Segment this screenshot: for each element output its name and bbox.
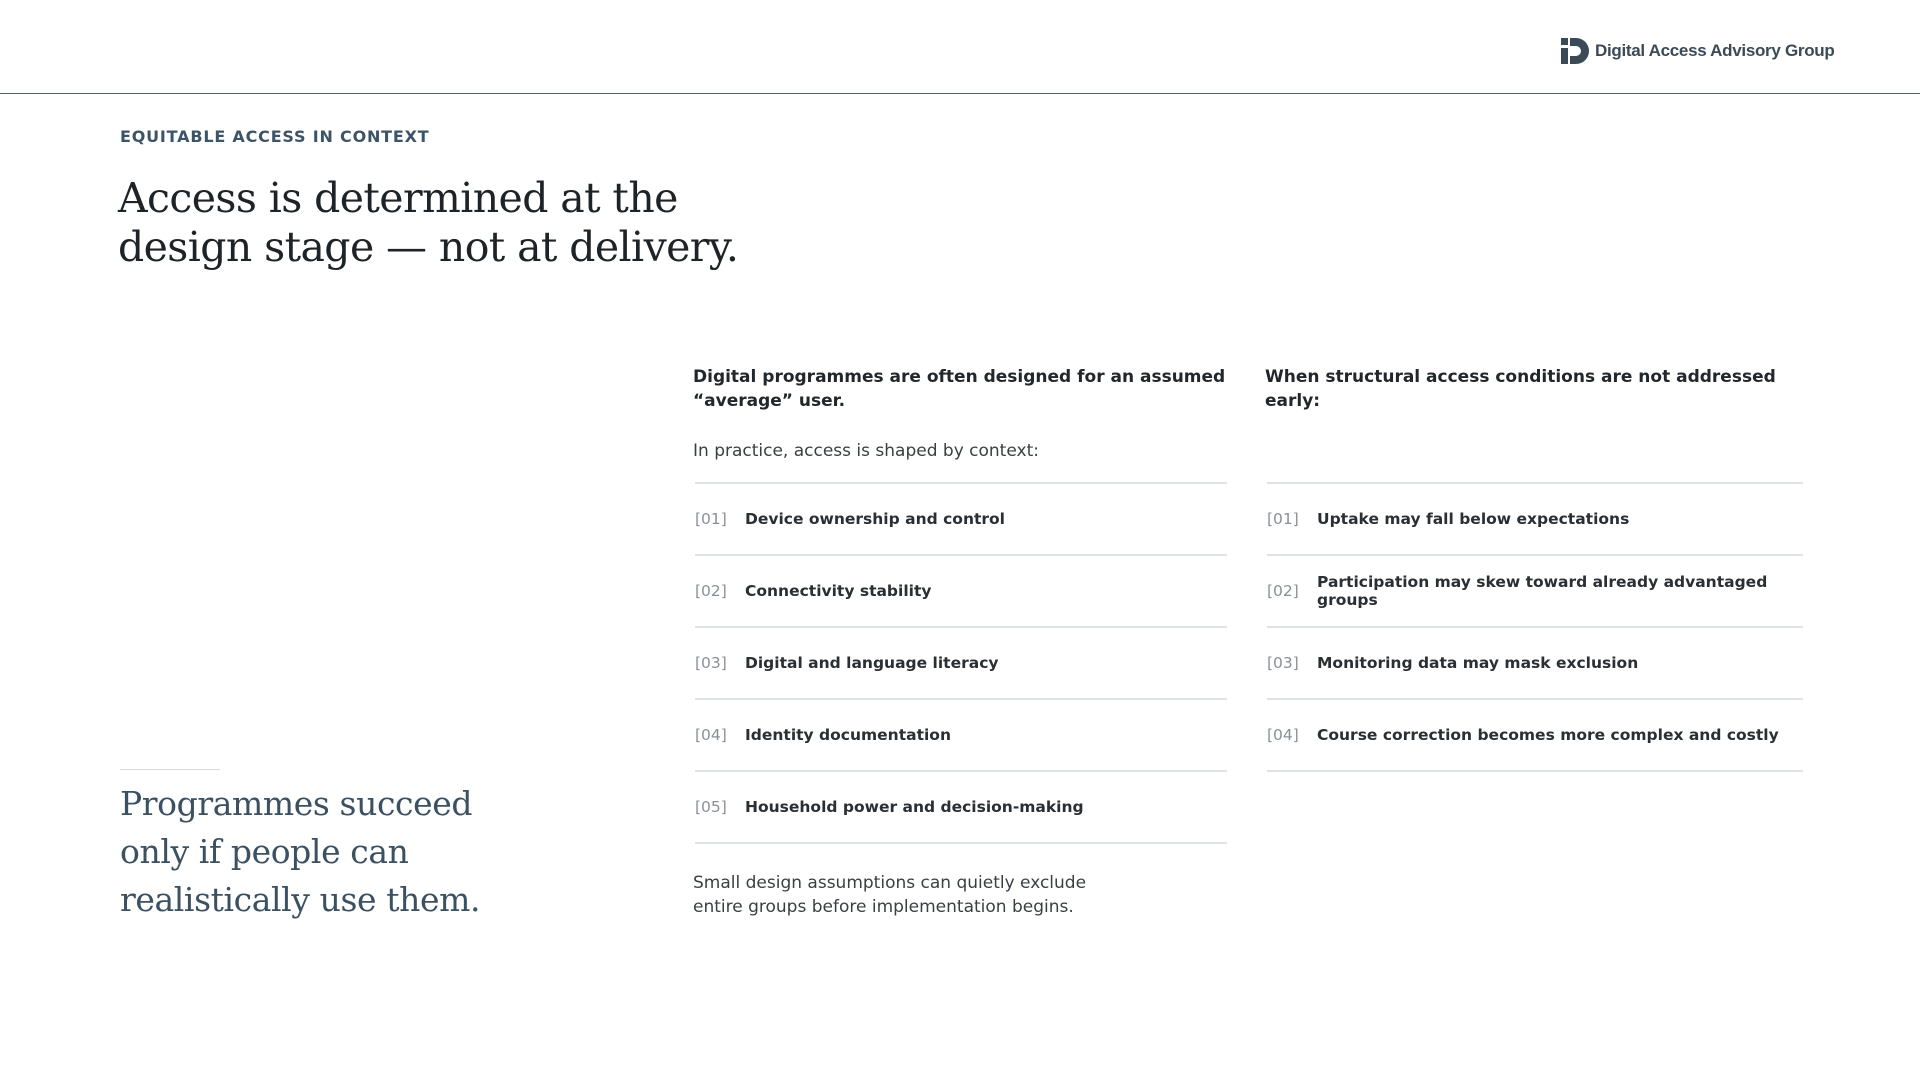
item-text: Device ownership and control bbox=[745, 510, 1005, 528]
list-item bbox=[695, 556, 1227, 628]
brand[interactable] bbox=[1561, 38, 1834, 64]
item-text: Connectivity stability bbox=[745, 582, 932, 600]
item-number: [03] bbox=[1267, 654, 1299, 672]
item-text: Course correction becomes more complex and costly bbox=[1317, 726, 1779, 744]
consequences-column bbox=[1265, 365, 1803, 744]
section-eyebrow: EQUITABLE ACCESS IN CONTEXT bbox=[120, 127, 430, 146]
item-number: [02] bbox=[695, 582, 727, 600]
item-text: Household power and decision-making bbox=[745, 798, 1084, 816]
context-subheading: In practice, access is shaped by context: bbox=[693, 441, 1039, 461]
item-number: [04] bbox=[695, 726, 727, 744]
context-lead: Digital programmes are often designed for an assumed “average” user. bbox=[693, 367, 1226, 411]
callout-quote: Programmes succeed only if people can realistically use them. bbox=[120, 784, 481, 919]
page-title: Access is determined at the design stage — not at delivery. bbox=[118, 174, 739, 271]
item-number: [05] bbox=[695, 798, 727, 816]
consequences-lead: When structural access conditions are not addressed early: bbox=[1265, 367, 1776, 411]
consequences-list bbox=[1267, 482, 1803, 772]
brand-name: Digital Access Advisory Group bbox=[1595, 41, 1835, 60]
list-item bbox=[695, 700, 1227, 772]
context-footnote: Small design assumptions can quietly exclude entire groups before implementation begins. bbox=[693, 873, 1087, 917]
item-text: Uptake may fall below expectations bbox=[1317, 510, 1630, 528]
list-item bbox=[1267, 484, 1803, 556]
item-number: [01] bbox=[695, 510, 727, 528]
list-item bbox=[695, 772, 1227, 844]
list-item bbox=[1267, 556, 1803, 628]
item-number: [04] bbox=[1267, 726, 1299, 744]
list-item bbox=[1267, 628, 1803, 700]
item-text: Monitoring data may mask exclusion bbox=[1317, 654, 1639, 672]
item-number: [01] bbox=[1267, 510, 1299, 528]
list-item bbox=[695, 484, 1227, 556]
item-text: Digital and language literacy bbox=[745, 654, 999, 672]
item-text: Identity documentation bbox=[745, 726, 951, 744]
item-text: Participation may skew toward already advantaged groups bbox=[1317, 573, 1768, 609]
dad-monogram-icon bbox=[1561, 38, 1589, 64]
context-list bbox=[695, 482, 1227, 844]
list-item bbox=[1267, 700, 1803, 772]
context-column bbox=[693, 365, 1227, 917]
item-number: [03] bbox=[695, 654, 727, 672]
header-bar bbox=[0, 0, 1920, 94]
item-number: [02] bbox=[1267, 582, 1299, 600]
list-item bbox=[695, 628, 1227, 700]
callout-divider bbox=[120, 769, 220, 770]
